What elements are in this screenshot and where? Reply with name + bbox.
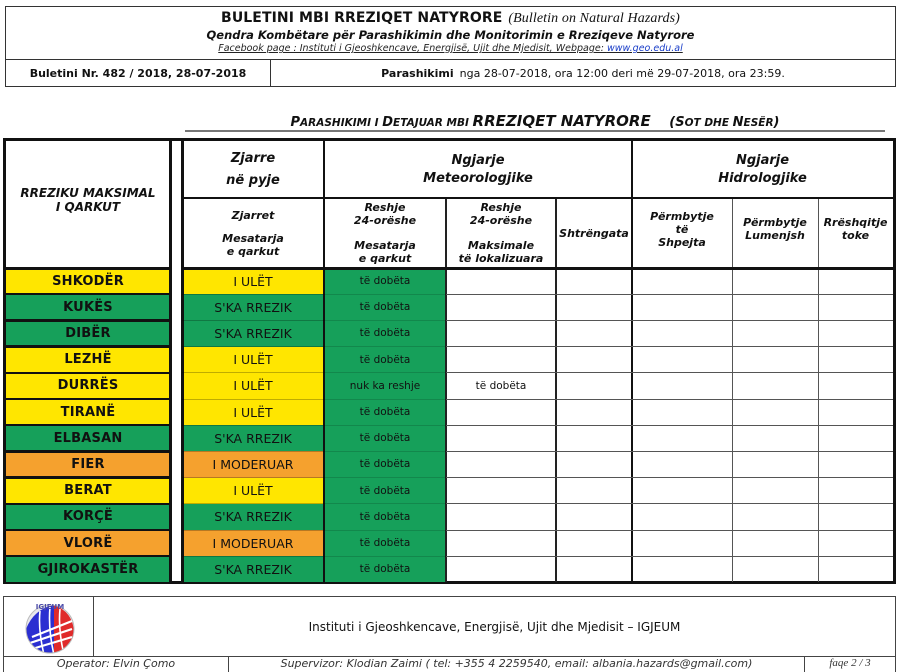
- grid-line: [323, 141, 325, 582]
- rain-max: [446, 530, 556, 556]
- region-column-border: [169, 141, 172, 582]
- row-divider: [182, 477, 324, 478]
- rain-max: [446, 294, 556, 320]
- landslide-cell: [818, 373, 893, 399]
- region-name: LEZHË: [6, 347, 170, 373]
- row-divider: [446, 372, 893, 373]
- section-title-text: RREZIQET NATYRORE: [472, 112, 651, 130]
- row-divider: [6, 529, 170, 532]
- section-title-text: N: [732, 115, 744, 130]
- rain-average: të dobëta: [324, 399, 446, 425]
- landslide-cell: [818, 530, 893, 556]
- row-divider: [6, 450, 170, 453]
- row-divider: [324, 346, 446, 347]
- row-divider: [324, 556, 446, 557]
- rain-max: [446, 268, 556, 294]
- header-text: Mesatarja e qarkut: [354, 239, 416, 265]
- column-header-landslide: Rrëshqitje toke: [823, 216, 888, 242]
- rain-average: të dobëta: [324, 530, 446, 556]
- row-divider: [324, 530, 446, 531]
- operator: Operator: Elvin Çomo: [4, 657, 229, 672]
- storm-cell: [556, 268, 632, 294]
- flash-flood-cell: [632, 399, 732, 425]
- header-text: Ngjarje: [451, 152, 505, 168]
- rain-max: [446, 504, 556, 530]
- rain-average: të dobëta: [324, 425, 446, 451]
- row-divider: [446, 477, 893, 478]
- rain-max: të dobëta: [475, 379, 527, 392]
- rain-max: [446, 478, 556, 504]
- section-title-text: ARASHIKIMI I: [300, 117, 383, 129]
- header-text: në pyje: [226, 172, 280, 188]
- row-divider: [446, 399, 893, 400]
- bulletin-number: Buletini Nr. 482 / 2018, 28-07-2018: [6, 60, 271, 86]
- forecast-period: nga 28-07-2018, ora 12:00 deri më 29-07-2018, ora 23:59.: [459, 66, 785, 80]
- grid-line: [631, 141, 634, 582]
- storm-cell: [556, 347, 632, 373]
- region-name: SHKODËR: [6, 268, 170, 294]
- header-bottom-border: [6, 267, 170, 270]
- row-divider: [324, 372, 446, 373]
- forecast-period-cell: [271, 60, 895, 86]
- row-divider: [324, 425, 446, 426]
- region-name: KORÇË: [6, 504, 170, 530]
- region-name: VLORË: [6, 530, 170, 556]
- landslide-cell: [818, 294, 893, 320]
- column-header-rain-average: [324, 198, 446, 268]
- forecast-label: Parashikimi: [381, 66, 454, 80]
- fire-risk-level: I ULËT: [182, 399, 324, 425]
- column-group-fires: [182, 141, 324, 198]
- row-divider: [182, 425, 324, 426]
- logo-text: IGJEUM: [35, 603, 65, 611]
- grid-line: [732, 198, 733, 582]
- bulletin-title-english: (Bulletin on Natural Hazards): [508, 11, 680, 26]
- row-divider: [324, 451, 446, 452]
- rain-max: [446, 347, 556, 373]
- footer: [3, 596, 896, 672]
- footer-top: [3, 596, 896, 656]
- landslide-cell: [818, 320, 893, 346]
- region-name: DIBËR: [6, 320, 170, 346]
- flash-flood-cell: [632, 425, 732, 451]
- flash-flood-cell: [632, 478, 732, 504]
- rain-max: [446, 425, 556, 451]
- landslide-cell: [818, 451, 893, 477]
- row-divider: [324, 320, 446, 321]
- row-divider: [6, 372, 170, 375]
- rain-average: të dobëta: [324, 451, 446, 477]
- landslide-cell: [818, 556, 893, 582]
- fire-risk-level: I ULËT: [182, 478, 324, 504]
- row-divider: [182, 451, 324, 452]
- landslide-cell: [818, 478, 893, 504]
- fire-column-border: [181, 141, 184, 582]
- row-divider: [446, 503, 893, 504]
- row-divider: [324, 399, 446, 400]
- bulletin-info-row: [5, 59, 896, 87]
- river-flood-cell: [732, 451, 818, 477]
- storm-cell: [556, 504, 632, 530]
- storm-cell: [556, 425, 632, 451]
- flash-flood-cell: [632, 320, 732, 346]
- row-divider: [182, 372, 324, 373]
- row-divider: [446, 451, 893, 452]
- row-divider: [182, 556, 324, 557]
- header-text: Ngjarje: [735, 152, 790, 168]
- header-text: Reshje 24-orëshe: [353, 201, 417, 227]
- row-divider: [182, 399, 324, 400]
- header-text: Mesatarja e qarkut: [222, 231, 284, 258]
- row-divider: [6, 424, 170, 427]
- row-divider: [446, 320, 893, 321]
- row-divider: [324, 294, 446, 295]
- storm-cell: [556, 294, 632, 320]
- flash-flood-cell: [632, 373, 732, 399]
- rain-average: të dobëta: [324, 320, 446, 346]
- flash-flood-cell: [632, 556, 732, 582]
- supervisor-contact: Supervizor: Klodian Zaimi ( tel: +355 4 2259540, email: albania.hazards@gmail.com): [229, 657, 805, 672]
- section-title-text: ): [773, 115, 780, 130]
- storm-cell: [556, 556, 632, 582]
- region-name: DURRËS: [6, 373, 170, 399]
- section-title: [185, 112, 885, 132]
- row-divider: [6, 555, 170, 558]
- grid-line: [445, 198, 447, 582]
- river-flood-cell: [732, 347, 818, 373]
- row-divider: [6, 503, 170, 506]
- storm-cell: [556, 451, 632, 477]
- center-name: Qendra Kombëtare për Parashikimin dhe Monitorimin e Rreziqeve Natyrore: [206, 28, 695, 42]
- fire-risk-level: I ULËT: [182, 268, 324, 294]
- rain-average: të dobëta: [324, 268, 446, 294]
- section-title-text: P: [290, 115, 301, 130]
- region-name: GJIROKASTËR: [6, 556, 170, 582]
- row-divider: [6, 293, 170, 296]
- rain-max: [446, 556, 556, 582]
- river-flood-cell: [732, 425, 818, 451]
- header-text: Zjarret: [231, 208, 275, 222]
- column-header-river-flood: Përmbytje Lumenjsh: [743, 216, 807, 242]
- fire-risk-level: S'KA RREZIK: [182, 294, 324, 320]
- facebook-text: Facebook page : Instituti i Gjeoshkencave, Energjisë, Ujit dhe Mjedisit, Webpage:: [218, 43, 607, 54]
- page-number: faqe 2 / 3: [829, 657, 871, 669]
- landslide-cell: [818, 399, 893, 425]
- header-bottom-border: [182, 267, 893, 270]
- region-name: FIER: [6, 451, 170, 477]
- hazard-table: [3, 138, 896, 584]
- webpage-link[interactable]: www.geo.edu.al: [606, 43, 683, 54]
- section-title-text: (S: [669, 115, 685, 130]
- row-divider: [182, 346, 324, 347]
- row-divider: [182, 503, 324, 504]
- rain-max: [446, 451, 556, 477]
- rain-average: të dobëta: [324, 347, 446, 373]
- bulletin-title-line: [6, 10, 895, 27]
- fire-risk-level: I ULËT: [182, 373, 324, 399]
- river-flood-cell: [732, 399, 818, 425]
- row-divider: [324, 477, 446, 478]
- river-flood-cell: [732, 320, 818, 346]
- rain-average: të dobëta: [324, 556, 446, 582]
- region-name: KUKËS: [6, 294, 170, 320]
- region-name: TIRANË: [6, 399, 170, 425]
- fire-risk-level: I MODERUAR: [182, 530, 324, 556]
- header-divider: [182, 197, 893, 199]
- grid-line: [818, 198, 819, 582]
- storm-cell: [556, 399, 632, 425]
- section-title-text: D: [382, 115, 394, 130]
- section-title-text: ETAJUAR MBI: [393, 117, 473, 129]
- row-divider: [6, 476, 170, 479]
- header-text: Hidrologjike: [718, 170, 807, 186]
- row-divider: [446, 294, 893, 295]
- river-flood-cell: [732, 373, 818, 399]
- row-divider: [446, 530, 893, 531]
- flash-flood-cell: [632, 347, 732, 373]
- river-flood-cell: [732, 294, 818, 320]
- fire-risk-level: I ULËT: [182, 347, 324, 373]
- river-flood-cell: [732, 478, 818, 504]
- column-group-hydrological: [632, 141, 893, 198]
- flash-flood-cell: [632, 504, 732, 530]
- row-divider: [446, 346, 893, 347]
- fire-risk-level: S'KA RREZIK: [182, 556, 324, 582]
- header-text: Zjarre: [230, 150, 276, 166]
- section-title-text: OT DHE: [684, 117, 733, 129]
- flash-flood-cell: [632, 451, 732, 477]
- landslide-cell: [818, 347, 893, 373]
- river-flood-cell: [732, 556, 818, 582]
- facebook-line: [6, 43, 895, 54]
- fire-risk-level: S'KA RREZIK: [182, 425, 324, 451]
- region-name: ELBASAN: [6, 425, 170, 451]
- storm-cell: [556, 373, 632, 399]
- landslide-cell: [818, 268, 893, 294]
- rain-max: [446, 320, 556, 346]
- igjeum-logo-icon: [14, 599, 86, 655]
- row-divider: [6, 398, 170, 401]
- column-header-storm: Shtrëngata: [559, 226, 629, 240]
- flash-flood-cell: [632, 530, 732, 556]
- section-title-text: ESËR: [743, 117, 774, 129]
- header-text: Meteorologjike: [423, 170, 533, 186]
- column-header-fires: [182, 198, 324, 268]
- row-divider: [182, 294, 324, 295]
- flash-flood-cell: [632, 268, 732, 294]
- header-text: Reshje 24-orëshe: [469, 201, 533, 227]
- row-divider: [6, 345, 170, 348]
- bulletin-header: [5, 6, 896, 59]
- river-flood-cell: [732, 530, 818, 556]
- storm-cell: [556, 478, 632, 504]
- rain-max: [446, 399, 556, 425]
- region-name: BERAT: [6, 478, 170, 504]
- row-divider: [446, 556, 893, 557]
- storm-cell: [556, 530, 632, 556]
- institute-name: Instituti i Gjeoshkencave, Energjisë, Ujit dhe Mjedisit – IGJEUM: [308, 620, 681, 634]
- landslide-cell: [818, 504, 893, 530]
- footer-contacts: [3, 656, 896, 672]
- bulletin-title: BULETINI MBI RREZIQET NATYRORE: [221, 10, 503, 26]
- landslide-cell: [818, 425, 893, 451]
- fire-risk-level: S'KA RREZIK: [182, 504, 324, 530]
- rain-average: nuk ka reshje: [324, 373, 446, 399]
- fire-risk-level: I MODERUAR: [182, 451, 324, 477]
- row-divider: [182, 530, 324, 531]
- river-flood-cell: [732, 504, 818, 530]
- grid-line: [555, 198, 557, 582]
- fire-risk-level: S'KA RREZIK: [182, 320, 324, 346]
- rain-average: të dobëta: [324, 504, 446, 530]
- column-header-region: RREZIKU MAKSIMAL I QARKUT: [20, 185, 156, 214]
- storm-cell: [556, 320, 632, 346]
- row-divider: [182, 320, 324, 321]
- rain-average: të dobëta: [324, 478, 446, 504]
- flash-flood-cell: [632, 294, 732, 320]
- row-divider: [6, 319, 170, 322]
- column-header-rain-max: [446, 198, 556, 268]
- rain-average: të dobëta: [324, 294, 446, 320]
- row-divider: [446, 425, 893, 426]
- column-header-flash-flood: Përmbytje të Shpejta: [650, 209, 714, 249]
- column-group-meteorological: [324, 141, 632, 198]
- river-flood-cell: [732, 268, 818, 294]
- row-divider: [324, 503, 446, 504]
- header-text: Maksimale të lokalizuara: [458, 239, 544, 265]
